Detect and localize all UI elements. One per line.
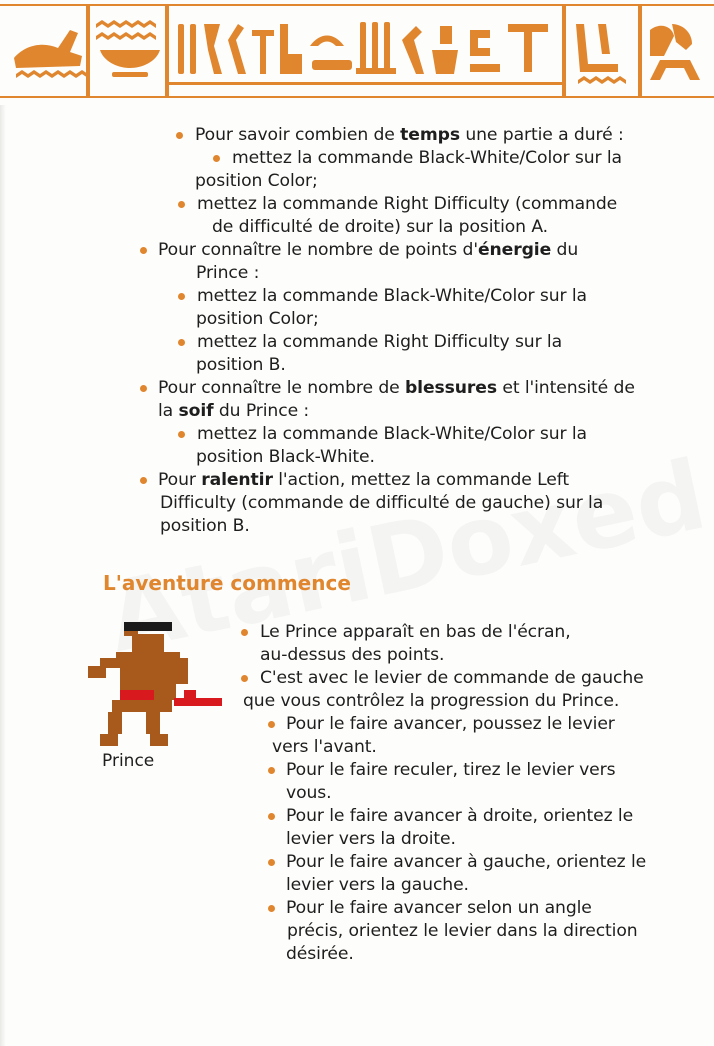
body-line xyxy=(197,285,587,307)
text-segment: Pour le faire avancer selon un angle xyxy=(286,898,592,918)
text-segment: position Color; xyxy=(195,171,318,191)
section-line xyxy=(272,736,377,758)
bullet-dot-icon xyxy=(268,905,275,912)
body-line xyxy=(197,423,587,445)
section-line xyxy=(286,759,615,781)
text-segment: position Color; xyxy=(196,309,319,329)
text-segment: Pour le faire avancer, poussez le levier xyxy=(286,714,615,734)
text-segment: position B. xyxy=(160,516,250,536)
text-segment: C'est avec le levier de commande de gauche xyxy=(260,668,644,688)
text-segment: position B. xyxy=(196,355,286,375)
bold-keyword: ralentir xyxy=(201,470,273,490)
bullet-dot-icon xyxy=(241,629,248,636)
text-segment: désirée. xyxy=(286,944,354,964)
body-line xyxy=(195,124,624,146)
text-segment: l'action, mettez la commande Left xyxy=(272,470,570,490)
body-line xyxy=(158,469,569,491)
text-segment: précis, orientez le levier dans la direction xyxy=(287,921,638,941)
bold-keyword: soif xyxy=(178,401,214,421)
text-segment: Le Prince apparaît en bas de l'écran, xyxy=(260,622,571,642)
body-line xyxy=(158,239,578,261)
body-line xyxy=(158,400,309,422)
body-line xyxy=(196,446,375,468)
body-line xyxy=(195,170,318,192)
body-line xyxy=(196,308,319,330)
body-line xyxy=(197,331,562,353)
body-line xyxy=(158,377,635,399)
bullet-dot-icon xyxy=(268,721,275,728)
text-segment: levier vers la droite. xyxy=(286,829,456,849)
body-line xyxy=(232,147,622,169)
page-gutter-shadow xyxy=(0,105,6,1046)
text-segment: la xyxy=(158,401,179,421)
text-segment: Prince : xyxy=(196,263,260,283)
bullet-dot-icon xyxy=(268,859,275,866)
bullet-dot-icon xyxy=(140,477,147,484)
text-segment: du xyxy=(551,240,579,260)
bullet-dot-icon xyxy=(140,385,147,392)
hieroglyph-header xyxy=(0,0,714,105)
text-segment: Pour le faire avancer à gauche, orientez le xyxy=(286,852,647,872)
text-segment: mettez la commande Black-White/Color sur la xyxy=(197,424,587,444)
bullet-dot-icon xyxy=(176,132,183,139)
text-segment: vers l'avant. xyxy=(272,737,377,757)
section-line xyxy=(260,621,571,643)
text-segment: vous. xyxy=(286,783,332,803)
bullet-dot-icon xyxy=(213,155,220,162)
hieroglyph-frieze-icon xyxy=(0,0,714,105)
text-segment: Difficulty (commande de difficulté de gauche) sur la xyxy=(160,493,604,513)
bullet-dot-icon xyxy=(241,675,248,682)
body-line xyxy=(160,515,250,537)
bullet-dot-icon xyxy=(178,431,185,438)
bullet-dot-icon xyxy=(268,813,275,820)
body-line xyxy=(196,354,286,376)
text-segment: mettez la commande Black-White/Color sur la xyxy=(197,286,587,306)
prince-sprite-icon xyxy=(88,622,228,752)
sprite-caption: Prince xyxy=(102,751,155,771)
section-line xyxy=(286,713,615,735)
section-line xyxy=(286,897,592,919)
text-segment: et l'intensité de xyxy=(496,378,635,398)
section-line xyxy=(243,690,619,712)
section-line xyxy=(260,667,644,689)
bullet-dot-icon xyxy=(178,293,185,300)
bold-keyword: énergie xyxy=(477,240,552,260)
section-line xyxy=(286,851,646,873)
text-segment: au-dessus des points. xyxy=(260,645,445,665)
text-segment: mettez la commande Right Difficulty sur la xyxy=(197,332,563,352)
text-segment: mettez la commande Black-White/Color sur la xyxy=(232,148,622,168)
text-segment: du Prince : xyxy=(213,401,310,421)
section-line xyxy=(286,805,633,827)
bold-keyword: blessures xyxy=(404,378,497,398)
text-segment: mettez la commande Right Difficulty (commande xyxy=(197,194,618,214)
text-segment: Pour xyxy=(158,470,202,490)
text-segment: Pour le faire reculer, tirez le levier vers xyxy=(286,760,616,780)
text-segment: une partie a duré : xyxy=(459,125,624,145)
section-line xyxy=(287,920,638,942)
text-segment: Pour connaître le nombre de points d' xyxy=(158,240,478,260)
text-segment: levier vers la gauche. xyxy=(286,875,469,895)
body-line xyxy=(196,262,259,284)
section-line xyxy=(286,943,354,965)
bullet-dot-icon xyxy=(140,247,147,254)
body-line xyxy=(197,193,617,215)
section-line xyxy=(286,874,469,896)
text-segment: Pour connaître le nombre de xyxy=(158,378,405,398)
text-segment: que vous contrôlez la progression du Prince. xyxy=(243,691,620,711)
bullet-dot-icon xyxy=(178,201,185,208)
section-title: L'aventure commence xyxy=(103,571,351,595)
text-segment: Pour le faire avancer à droite, orientez le xyxy=(286,806,634,826)
text-segment: Pour savoir combien de xyxy=(195,125,401,145)
section-line xyxy=(286,782,332,804)
text-segment: de difficulté de droite) sur la position A. xyxy=(212,217,549,237)
bullet-dot-icon xyxy=(268,767,275,774)
text-segment: position Black-White. xyxy=(196,447,375,467)
section-line xyxy=(286,828,456,850)
body-line xyxy=(160,492,603,514)
section-line xyxy=(260,644,444,666)
bullet-dot-icon xyxy=(178,339,185,346)
body-line xyxy=(212,216,548,238)
bold-keyword: temps xyxy=(400,125,460,145)
